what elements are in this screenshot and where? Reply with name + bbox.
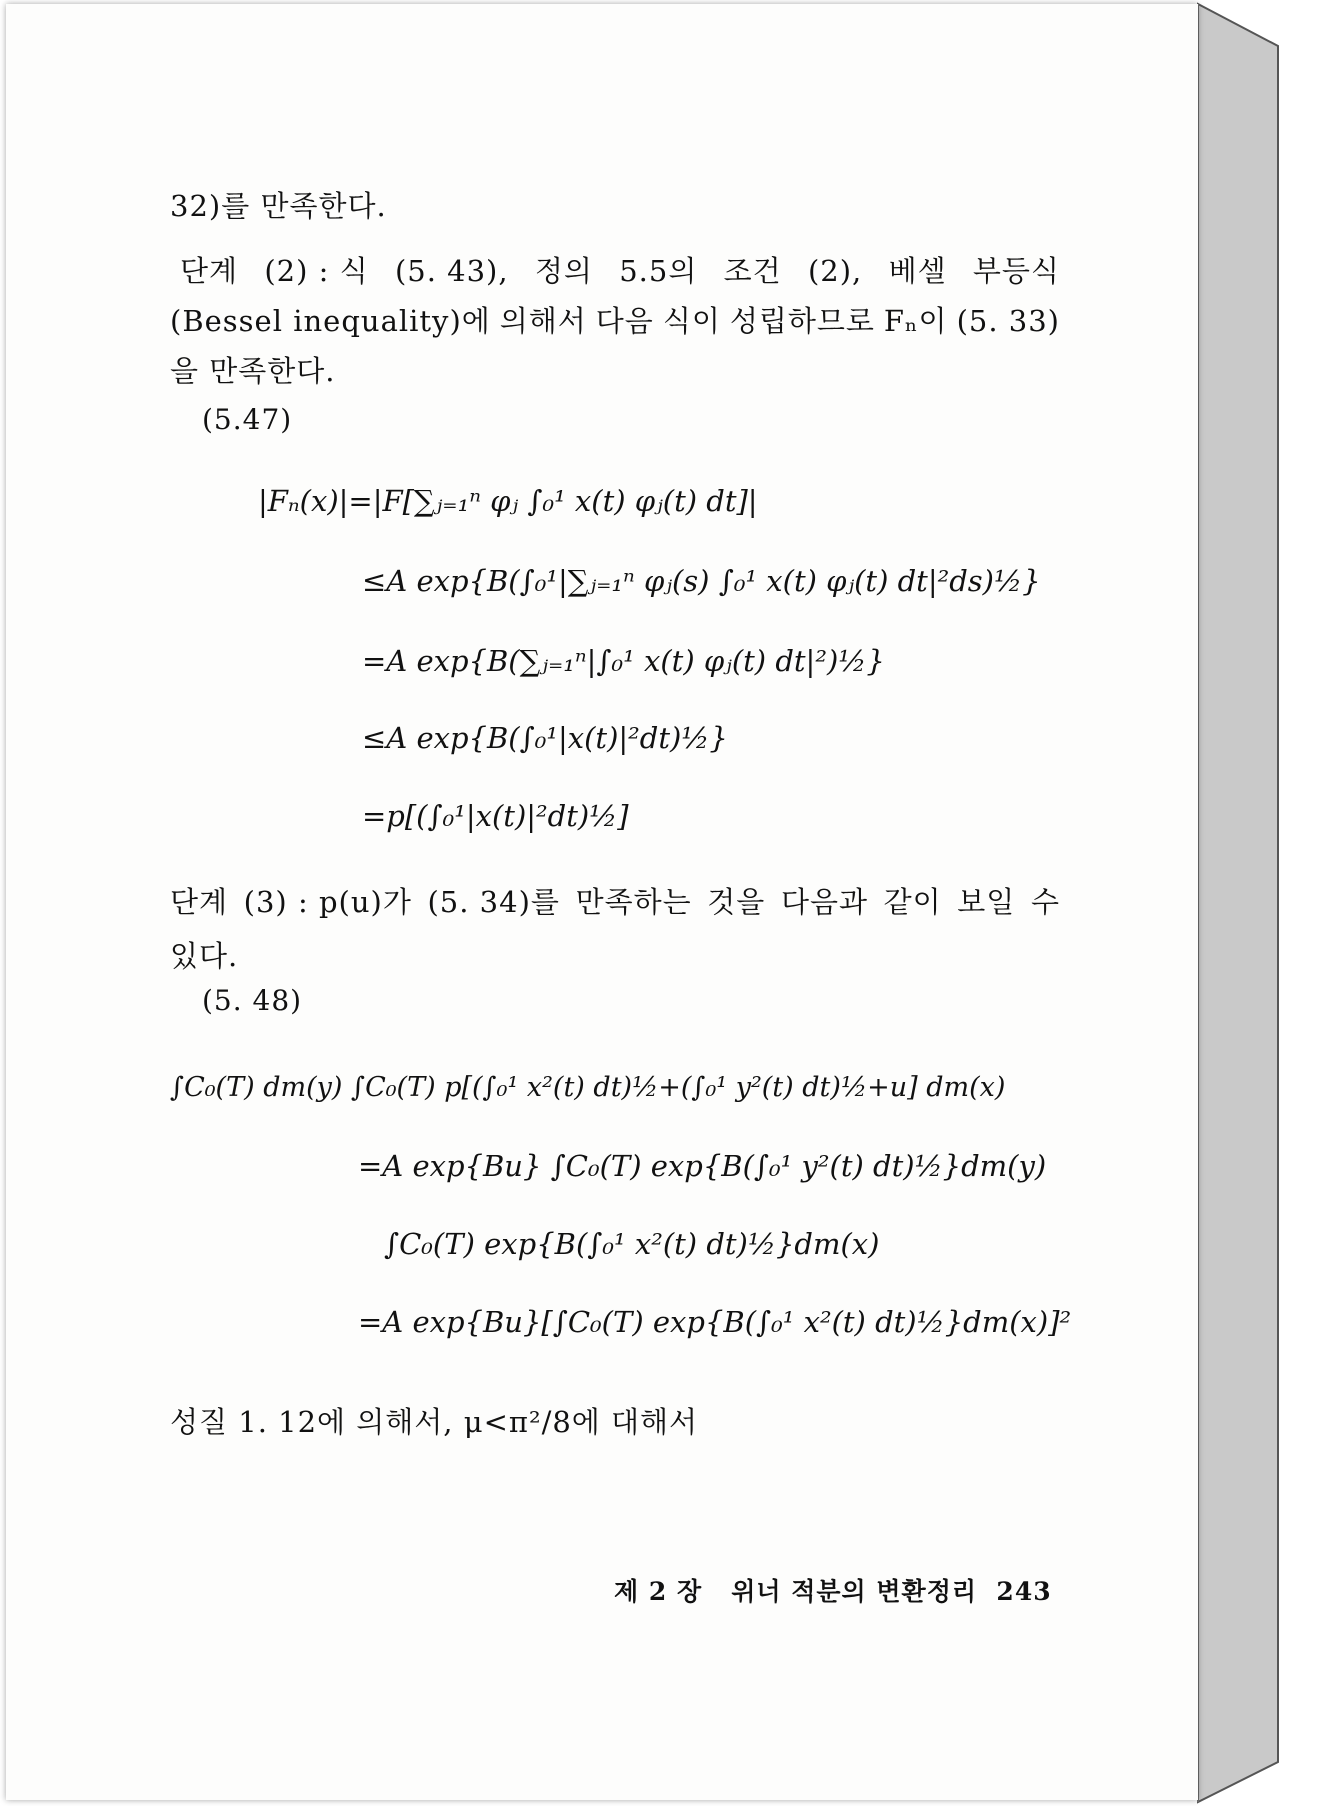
book-page [6,4,1198,1800]
bessel-word: (5. 33) [956,304,1060,338]
eq48-line-1: ∫C₀(T) dm(y) ∫C₀(T) p[(∫₀¹ x²(t) dt)½+(∫₀¹ y²(t) dt)½+u] dm(x) [170,1072,1006,1103]
eq48-line-4: =A exp{Bu}[∫C₀(T) exp{B(∫₀¹ x²(t) dt)½}dm(x)]² [358,1305,1072,1339]
footer-chapter: 제 2 장 [614,1577,703,1606]
eq48-line-2: =A exp{Bu} ∫C₀(T) exp{B(∫₀¹ y²(t) dt)½}dm(y) [358,1149,1047,1183]
eq48-line-3: ∫C₀(T) exp{B(∫₀¹ x²(t) dt)½}dm(x) [384,1227,880,1261]
step3-word: 만족하는 [575,885,692,919]
step3-word: 다음과 [780,885,868,919]
step2-word: 베셀 [888,254,947,288]
text-step2-line [180,251,1060,291]
bessel-word: 식이 [662,304,721,338]
text-step3-line [170,882,1060,922]
step3-word: 보일 [957,885,1016,919]
text-last-line: 성질 1. 12에 의해서, μ<π²/8에 대해서 [170,1405,699,1439]
eq47-line-2: ≤A exp{B(∫₀¹|∑ⱼ₌₁ⁿ φⱼ(s) ∫₀¹ x(t) φⱼ(t) dt|²ds)½} [362,564,1041,598]
footer-title: 위너 적분의 변환정리 [731,1577,977,1606]
step3-word: 것을 [707,885,766,919]
bessel-word: 성립하므로 [729,304,875,338]
bessel-word: 다음 [595,304,654,338]
step2-word: 조건 [723,254,782,288]
step3-word: 단계 [170,885,229,919]
bessel-word: (Bessel inequality)에 [170,304,491,338]
step2-word: 부등식 [972,254,1060,288]
step2-word: (2), [807,254,863,288]
text-bessel-line [170,301,1060,341]
step2-word: (2) : 식 [264,254,369,288]
equation-label-5-48: (5. 48) [202,984,303,1017]
text-itda: 있다. [170,939,239,973]
step2-word: (5. 43), [394,254,509,288]
step2-word: 단계 [180,254,239,288]
step3-word: (3) : p(u)가 [243,885,412,919]
step2-word: 5.5의 [619,254,698,288]
text-line-4: 을 만족한다. [170,354,336,388]
step3-word: 같이 [883,885,942,919]
step3-word: (5. 34)를 [427,885,560,919]
bessel-word: 의해서 [499,304,587,338]
eq47-line-1: |Fₙ(x)|=|F[∑ⱼ₌₁ⁿ φⱼ ∫₀¹ x(t) φⱼ(t) dt]| [258,484,758,518]
bessel-word: Fₙ이 [883,304,948,338]
step2-word: 정의 [534,254,593,288]
eq47-line-3: =A exp{B(∑ⱼ₌₁ⁿ|∫₀¹ x(t) φⱼ(t) dt|²)½} [362,644,885,678]
equation-label-5-47: (5.47) [202,403,293,436]
text-line-1: 32)를 만족한다. [170,189,387,223]
page-number: 243 [996,1577,1052,1606]
eq47-line-4: ≤A exp{B(∫₀¹|x(t)|²dt)½} [362,721,728,755]
step3-word: 수 [1030,885,1060,919]
eq47-line-5: =p[(∫₀¹|x(t)|²dt)½] [362,799,629,833]
page-footer [614,1572,1052,1612]
